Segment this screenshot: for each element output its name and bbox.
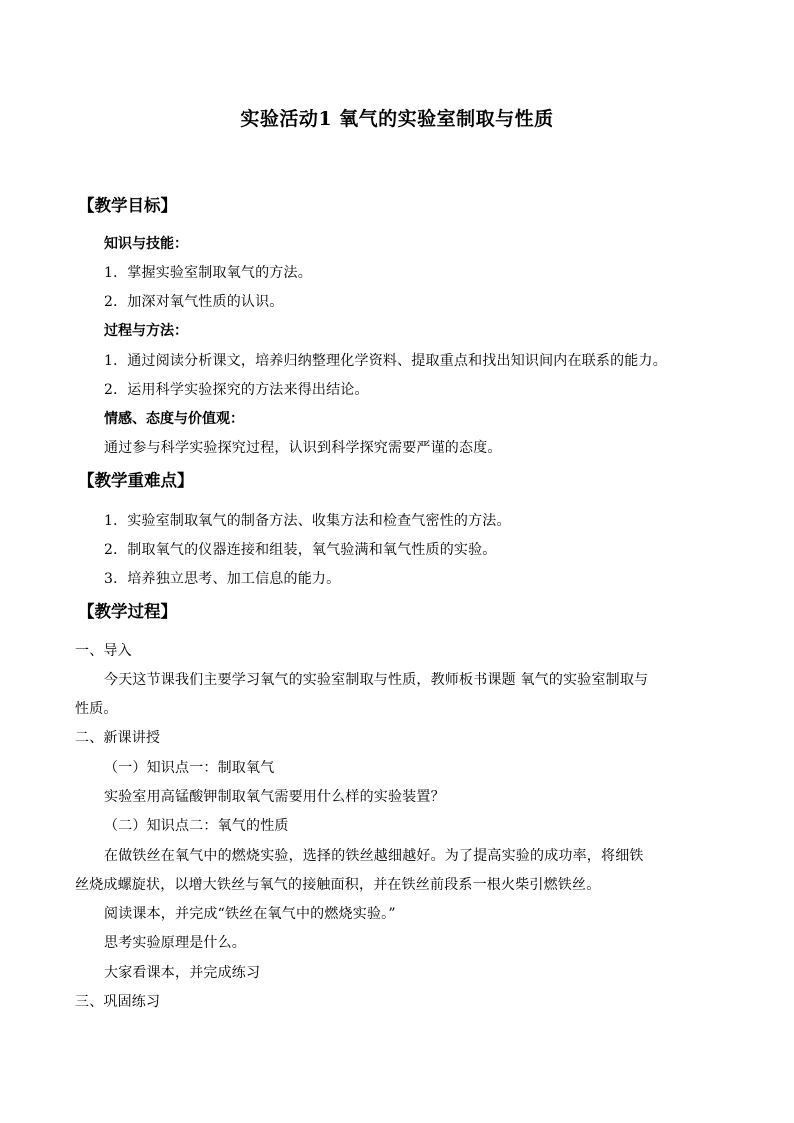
key-point-item: 2．制取氧气的仪器连接和组装，氧气验满和氧气性质的实验。 — [104, 542, 497, 558]
knowledge-point-2-text: 丝烧成螺旋状，以增大铁丝与氧气的接触面积，并在铁丝前段系一根火柴引燃铁丝。 — [75, 877, 601, 893]
knowledge-point-2-text: 在做铁丝在氧气中的燃烧实验，选择的铁丝越细越好。为了提高实验的成功率，将细铁 — [104, 848, 644, 864]
review-label: 三、巩固练习 — [75, 994, 161, 1010]
knowledge-item: 1．掌握实验室制取氧气的方法。 — [104, 265, 312, 281]
knowledge-item: 2．加深对氧气性质的认识。 — [104, 294, 284, 310]
read-instruction: 阅读课本，并完成“铁丝在氧气中的燃烧实验。” — [104, 906, 396, 922]
key-point-item: 3．培养独立思考、加工信息的能力。 — [104, 571, 341, 587]
section-heading-objectives: 【教学目标】 — [78, 196, 177, 215]
intro-line: 性质。 — [75, 701, 118, 717]
think-instruction: 思考实验原理是什么。 — [104, 935, 246, 951]
knowledge-point-2: （二）知识点二：氧气的性质 — [104, 818, 289, 834]
key-point-item: 1．实验室制取氧气的制备方法、收集方法和检查气密性的方法。 — [104, 513, 511, 529]
exercise-instruction: 大家看课本，并完成练习 — [104, 965, 261, 981]
section-heading-key-points: 【教学重难点】 — [78, 471, 194, 490]
emotion-label: 情感、态度与价值观： — [104, 411, 244, 427]
knowledge-label: 知识与技能： — [104, 236, 188, 252]
new-lesson-label: 二、新课讲授 — [75, 730, 161, 746]
intro-label: 一、导入 — [75, 643, 132, 659]
document-title: 实验活动1 氧气的实验室制取与性质 — [240, 108, 554, 130]
process-method-label: 过程与方法： — [104, 323, 188, 339]
knowledge-point-1-text: 实验室用高锰酸钾制取氧气需要用什么样的实验装置？ — [104, 789, 445, 805]
process-method-item: 1．通过阅读分析课文，培养归纳整理化学资料、提取重点和找出知识间内在联系的能力。 — [104, 353, 667, 369]
process-method-item: 2．运用科学实验探究的方法来得出结论。 — [104, 382, 369, 398]
intro-line: 今天这节课我们主要学习氧气的实验室制取与性质，教师板书课题 氧气的实验室制取与 — [104, 672, 649, 688]
section-heading-process: 【教学过程】 — [78, 602, 177, 621]
emotion-text: 通过参与科学实验探究过程，认识到科学探究需要严谨的态度。 — [104, 440, 502, 456]
knowledge-point-1: （一）知识点一：制取氧气 — [104, 760, 275, 776]
